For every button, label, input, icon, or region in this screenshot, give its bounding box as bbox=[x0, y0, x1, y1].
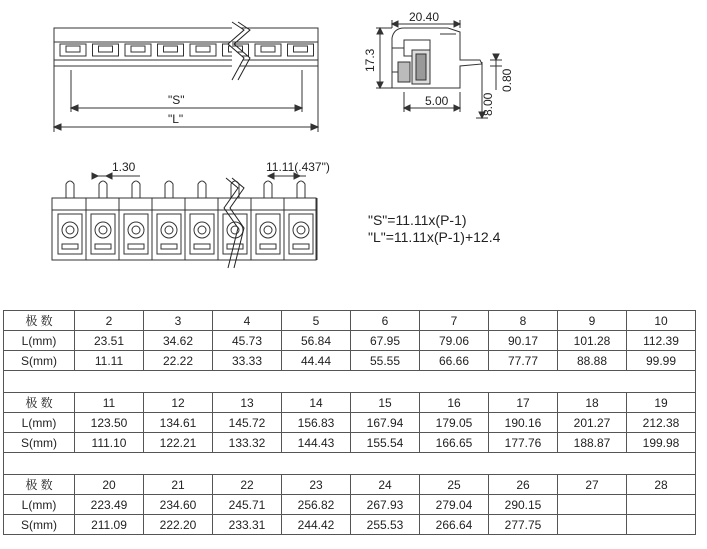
wire-entry bbox=[128, 244, 144, 249]
table-cell: 90.17 bbox=[489, 331, 558, 351]
wire-entry bbox=[161, 244, 177, 249]
table-cell: 67.95 bbox=[351, 331, 420, 351]
screw-head bbox=[297, 226, 305, 234]
table-cell: 212.38 bbox=[627, 413, 696, 433]
row-label: S(mm) bbox=[4, 433, 75, 453]
dim-height-label: 17.3 bbox=[363, 48, 377, 72]
table-cell: 55.55 bbox=[351, 351, 420, 371]
table-cell bbox=[627, 495, 696, 515]
top-slot-inner bbox=[294, 46, 308, 52]
table-cell: 145.72 bbox=[213, 413, 282, 433]
table-cell: 111.10 bbox=[75, 433, 144, 453]
table-cell: 77.77 bbox=[489, 351, 558, 371]
row-label: S(mm) bbox=[4, 515, 75, 535]
top-slot-inner bbox=[261, 46, 275, 52]
spacing-s-row bbox=[4, 351, 696, 371]
table-cell: 156.83 bbox=[282, 413, 351, 433]
table-cell: 8 bbox=[489, 311, 558, 331]
table-cell: 3 bbox=[144, 311, 213, 331]
front-view bbox=[52, 173, 317, 268]
top-slot-inner bbox=[164, 46, 178, 52]
table-cell: 190.16 bbox=[489, 413, 558, 433]
table-cell: 199.98 bbox=[627, 433, 696, 453]
terminal-pin bbox=[66, 181, 74, 198]
terminal-pin bbox=[132, 181, 140, 198]
row-label: L(mm) bbox=[4, 331, 75, 351]
table-cell: 28 bbox=[627, 475, 696, 495]
table-cell: 166.65 bbox=[420, 433, 489, 453]
table-cell: 277.75 bbox=[489, 515, 558, 535]
table-cell: 223.49 bbox=[75, 495, 144, 515]
screw-icon bbox=[128, 222, 144, 238]
table-cell: 5 bbox=[282, 311, 351, 331]
separator-cell bbox=[4, 453, 696, 475]
table-cell: 56.84 bbox=[282, 331, 351, 351]
table-cell: 167.94 bbox=[351, 413, 420, 433]
spacing-s-row bbox=[4, 515, 696, 535]
table-cell: 279.04 bbox=[420, 495, 489, 515]
dim-8-label: 8.00 bbox=[481, 92, 495, 116]
table-cell: 21 bbox=[144, 475, 213, 495]
screw-head bbox=[165, 226, 173, 234]
length-l-row bbox=[4, 413, 696, 433]
table-cell: 24 bbox=[351, 475, 420, 495]
spec-table bbox=[3, 310, 696, 535]
row-label: L(mm) bbox=[4, 413, 75, 433]
wire-entry bbox=[194, 244, 210, 249]
length-l-row bbox=[4, 495, 696, 515]
screw-icon bbox=[260, 222, 276, 238]
table-cell: 34.62 bbox=[144, 331, 213, 351]
wire-entry bbox=[227, 244, 243, 249]
table-cell: 101.28 bbox=[558, 331, 627, 351]
wire-entry bbox=[260, 244, 276, 249]
terminal-pin bbox=[264, 181, 272, 198]
table-cell: 177.76 bbox=[489, 433, 558, 453]
table-cell: 290.15 bbox=[489, 495, 558, 515]
table-cell: 123.50 bbox=[75, 413, 144, 433]
table-cell: 25 bbox=[420, 475, 489, 495]
table-cell: 66.66 bbox=[420, 351, 489, 371]
table-cell: 11 bbox=[75, 393, 144, 413]
table-cell bbox=[627, 515, 696, 535]
screw-head bbox=[132, 226, 140, 234]
table-cell: 2 bbox=[75, 311, 144, 331]
top-slot-inner bbox=[196, 46, 210, 52]
l-formula: "L"=11.11x(P-1)+12.4 bbox=[368, 229, 501, 245]
table-cell: 44.44 bbox=[282, 351, 351, 371]
table-cell: 9 bbox=[558, 311, 627, 331]
table-cell: 22.22 bbox=[144, 351, 213, 371]
table-cell: 134.61 bbox=[144, 413, 213, 433]
table-separator-row bbox=[4, 371, 696, 393]
separator-cell bbox=[4, 371, 696, 393]
row-label: L(mm) bbox=[4, 495, 75, 515]
table-cell: 7 bbox=[420, 311, 489, 331]
table-cell: 6 bbox=[351, 311, 420, 331]
table-cell: 27 bbox=[558, 475, 627, 495]
table-cell: 112.39 bbox=[627, 331, 696, 351]
table-cell: 45.73 bbox=[213, 331, 282, 351]
table-cell: 20 bbox=[75, 475, 144, 495]
screw-head bbox=[99, 226, 107, 234]
table-cell: 26 bbox=[489, 475, 558, 495]
table-cell bbox=[558, 495, 627, 515]
pole-count-row bbox=[4, 475, 696, 495]
table-cell: 17 bbox=[489, 393, 558, 413]
table-cell: 233.31 bbox=[213, 515, 282, 535]
table-cell: 234.60 bbox=[144, 495, 213, 515]
dim-08-label: 0.80 bbox=[500, 68, 514, 92]
table-cell: 19 bbox=[627, 393, 696, 413]
wire-entry bbox=[293, 244, 309, 249]
table-cell: 10 bbox=[627, 311, 696, 331]
table-cell: 266.64 bbox=[420, 515, 489, 535]
table-cell: 244.42 bbox=[282, 515, 351, 535]
table-cell: 122.21 bbox=[144, 433, 213, 453]
table-cell: 211.09 bbox=[75, 515, 144, 535]
row-label: 极 数 bbox=[4, 475, 75, 495]
table-cell: 33.33 bbox=[213, 351, 282, 371]
terminal-pin bbox=[165, 181, 173, 198]
table-cell: 13 bbox=[213, 393, 282, 413]
screw-icon bbox=[62, 222, 78, 238]
dim-s-label: "S" bbox=[168, 93, 185, 107]
dim-pitch-label: 11.11(.437") bbox=[266, 160, 330, 174]
row-label: 极 数 bbox=[4, 393, 75, 413]
screw-head bbox=[66, 226, 74, 234]
table-cell: 256.82 bbox=[282, 495, 351, 515]
table-cell: 15 bbox=[351, 393, 420, 413]
table-cell: 267.93 bbox=[351, 495, 420, 515]
table-cell: 99.99 bbox=[627, 351, 696, 371]
dim-5-label: 5.00 bbox=[425, 94, 449, 108]
table-cell: 245.71 bbox=[213, 495, 282, 515]
row-label: 极 数 bbox=[4, 311, 75, 331]
table-cell: 79.06 bbox=[420, 331, 489, 351]
row-label: S(mm) bbox=[4, 351, 75, 371]
table-cell: 188.87 bbox=[558, 433, 627, 453]
table-cell: 14 bbox=[282, 393, 351, 413]
table-cell: 22 bbox=[213, 475, 282, 495]
table-cell: 18 bbox=[558, 393, 627, 413]
screw-head bbox=[198, 226, 206, 234]
spacing-s-row bbox=[4, 433, 696, 453]
table-cell: 23.51 bbox=[75, 331, 144, 351]
table-cell bbox=[558, 515, 627, 535]
table-cell: 155.54 bbox=[351, 433, 420, 453]
terminal-pin bbox=[99, 181, 107, 198]
dim-pin-label: 1.30 bbox=[112, 160, 136, 174]
table-cell: 23 bbox=[282, 475, 351, 495]
length-l-row bbox=[4, 331, 696, 351]
wire-entry bbox=[95, 244, 111, 249]
top-slot-inner bbox=[66, 46, 80, 52]
table-cell: 222.20 bbox=[144, 515, 213, 535]
terminal-pin bbox=[198, 181, 206, 198]
screw-icon bbox=[194, 222, 210, 238]
wire-entry bbox=[62, 244, 78, 249]
screw-head bbox=[264, 226, 272, 234]
table-cell: 16 bbox=[420, 393, 489, 413]
table-cell: 11.11 bbox=[75, 351, 144, 371]
top-view bbox=[54, 22, 318, 132]
dim-l-label: "L" bbox=[168, 112, 184, 126]
screw-icon bbox=[95, 222, 111, 238]
dim-width-label: 20.40 bbox=[409, 10, 440, 24]
screw-icon bbox=[161, 222, 177, 238]
table-cell: 12 bbox=[144, 393, 213, 413]
top-slot-inner bbox=[99, 46, 113, 52]
table-cell: 133.32 bbox=[213, 433, 282, 453]
pole-count-row bbox=[4, 311, 696, 331]
table-cell: 179.05 bbox=[420, 413, 489, 433]
pole-count-row bbox=[4, 393, 696, 413]
table-cell: 88.88 bbox=[558, 351, 627, 371]
table-cell: 201.27 bbox=[558, 413, 627, 433]
table-separator-row bbox=[4, 453, 696, 475]
top-slot-inner bbox=[131, 46, 145, 52]
table-cell: 255.53 bbox=[351, 515, 420, 535]
table-cell: 4 bbox=[213, 311, 282, 331]
s-formula: "S"=11.11x(P-1) bbox=[368, 212, 467, 228]
table-cell: 144.43 bbox=[282, 433, 351, 453]
terminal-pin bbox=[297, 181, 305, 198]
screw-icon bbox=[293, 222, 309, 238]
